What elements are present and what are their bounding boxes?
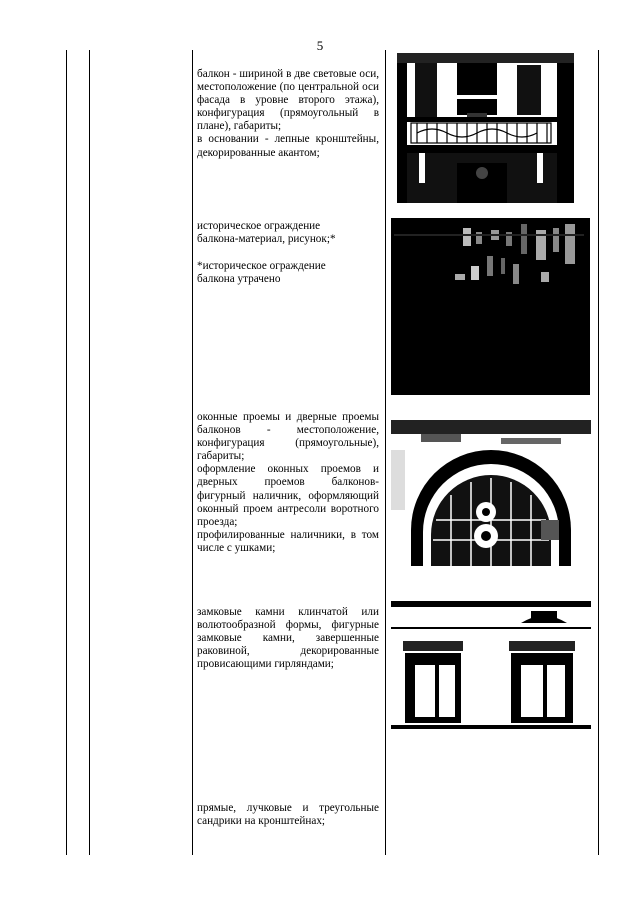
windows-keystones-photo — [391, 601, 591, 733]
row-5-line-1: прямые, лучковые и треугольные сандрики на кронштейнах; — [197, 802, 379, 828]
balcony-photo — [397, 53, 574, 203]
row-3-line-2: оформление оконных проемов и дверных проемов балконов- фигурный наличник, оформляющий оконный проем антресоли воротного проезда; — [197, 463, 379, 528]
row-3-description — [197, 411, 379, 555]
row-3-line-1: оконные проемы и дверные проемы балконов - местоположение, конфигурация (прямоугольные), габариты; — [197, 411, 379, 463]
arched-window-photo — [391, 420, 591, 566]
table-border-left-outer — [66, 50, 67, 855]
row-1-line-1: балкон - шириной в две световые оси, местоположение (по центральной оси фасада в уровне второго этажа), конфигурация (прямоугольный в плане), габариты; — [197, 68, 379, 133]
table-border-right — [598, 50, 599, 855]
table-border-left-inner — [89, 50, 90, 855]
row-1-line-2: в основании - лепные кронштейны, декорированные акантом; — [197, 133, 379, 159]
row-4-description — [197, 606, 379, 671]
row-2-line-1: историческое ограждение балкона-материал, рисунок;* — [197, 220, 336, 246]
row-2-line-2: *историческое ограждение балкона утрачено — [197, 260, 326, 286]
row-5-description — [197, 802, 379, 828]
table-column-divider-1 — [192, 50, 193, 855]
night-balcony-photo — [391, 218, 590, 395]
row-2-description — [197, 220, 379, 286]
row-3-line-3: профилированные наличники, в том числе с ушками; — [197, 528, 379, 554]
table-column-divider-2 — [385, 50, 386, 855]
page-number: 5 — [316, 38, 324, 53]
row-4-line-1: замковые камни клинчатой или волютообразной формы, фигурные замковые камни, завершенные раковиной, декорированные провисающими гирляндами; — [197, 606, 379, 671]
row-1-description — [197, 68, 379, 160]
